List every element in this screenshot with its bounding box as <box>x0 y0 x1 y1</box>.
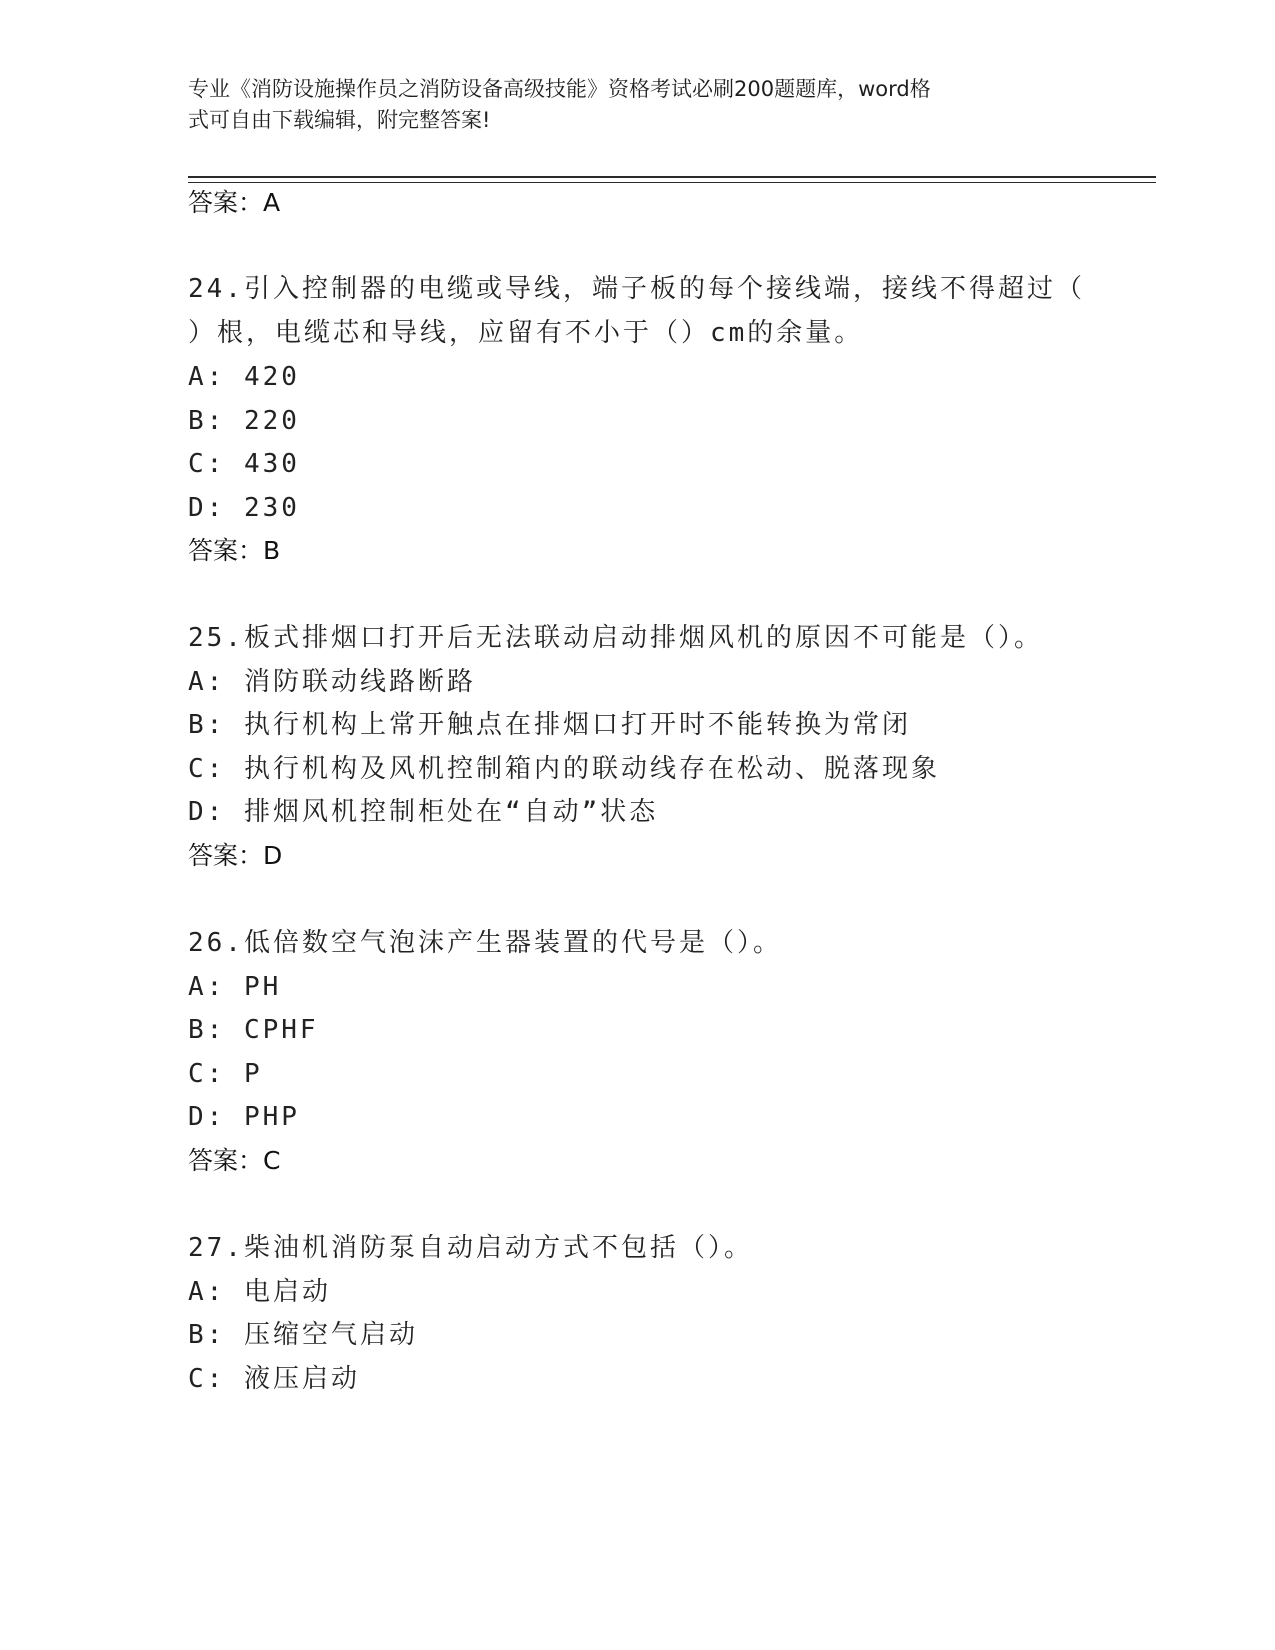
question-27-option-b: B: 压缩空气启动 <box>188 1320 418 1350</box>
question-27-stem-line-1: 27.柴油机消防泵自动启动方式不包括（）。 <box>188 1233 753 1263</box>
question-26-option-b: B: CPHF <box>188 1015 319 1045</box>
question-24-option-a: A: 420 <box>188 362 300 392</box>
header-line-2: 式可自由下载编辑，附完整答案! <box>188 108 491 132</box>
question-27-option-a: A: 电启动 <box>188 1277 331 1307</box>
document-header <box>188 74 1088 136</box>
question-24-stem <box>188 274 1085 348</box>
question-24-option-d: D: 230 <box>188 493 300 523</box>
question-25-option-b: B: 执行机构上常开触点在排烟口打开时不能转换为常闭 <box>188 710 911 740</box>
question-26-option-a: A: PH <box>188 972 282 1002</box>
question-24-option-c: C: 430 <box>188 449 300 479</box>
header-divider-thick <box>188 176 1156 178</box>
question-24-stem-line-2: ）根，电缆芯和导线，应留有不小于（）cm的余量。 <box>188 318 864 348</box>
question-26-option-c: C: P <box>188 1059 263 1089</box>
question-25-stem-line-1: 25.板式排烟口打开后无法联动启动排烟风机的原因不可能是（）。 <box>188 623 1043 653</box>
previous-answer: 答案：A <box>188 188 281 217</box>
question-27-stem <box>188 1233 753 1263</box>
header-line-1: 专业《消防设施操作员之消防设备高级技能》资格考试必刷200题题库，word格 <box>188 77 931 101</box>
question-25-answer: 答案：D <box>188 841 283 870</box>
question-25-option-c: C: 执行机构及风机控制箱内的联动线存在松动、脱落现象 <box>188 754 940 784</box>
question-25-stem <box>188 623 1043 653</box>
header-divider-thin <box>188 182 1156 183</box>
question-26-stem <box>188 928 782 958</box>
question-27-option-c: C: 液压启动 <box>188 1364 360 1394</box>
question-24-answer: 答案：B <box>188 536 281 565</box>
question-24-stem-line-1: 24.引入控制器的电缆或导线，端子板的每个接线端，接线不得超过（ <box>188 274 1085 304</box>
question-25-option-a: A: 消防联动线路断路 <box>188 667 476 697</box>
question-26-option-d: D: PHP <box>188 1102 300 1132</box>
question-26-stem-line-1: 26.低倍数空气泡沫产生器装置的代号是（）。 <box>188 928 782 958</box>
question-26-answer: 答案：C <box>188 1146 281 1175</box>
question-25-option-d: D: 排烟风机控制柜处在“自动”状态 <box>188 797 659 827</box>
question-24-option-b: B: 220 <box>188 406 300 436</box>
